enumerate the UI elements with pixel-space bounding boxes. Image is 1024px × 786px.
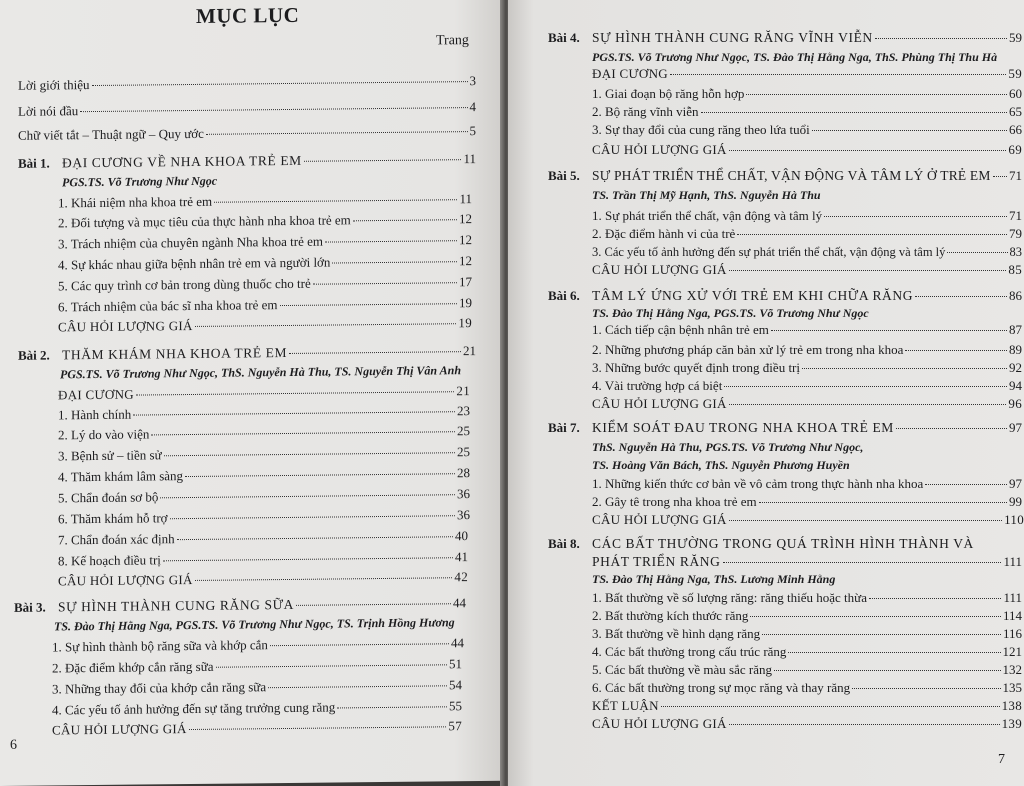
toc-entry[interactable] bbox=[58, 253, 472, 273]
toc-entry-label: CÂU HỎI LƯỢNG GIÁ bbox=[52, 721, 187, 738]
dot-leader bbox=[759, 502, 1007, 503]
toc-entry-page: 71 bbox=[1009, 208, 1022, 223]
toc-entry-page: 92 bbox=[1009, 360, 1022, 375]
toc-entry-page: 11 bbox=[459, 191, 472, 207]
toc-entry-label: 6. Trách nhiệm của bác sĩ nha khoa trẻ em bbox=[58, 297, 278, 315]
toc-entry[interactable] bbox=[58, 486, 470, 506]
dot-leader bbox=[133, 411, 455, 415]
dot-leader bbox=[802, 368, 1007, 369]
toc-entry[interactable] bbox=[592, 122, 1022, 138]
toc-entry-page: 36 bbox=[457, 507, 470, 523]
toc-entry-page: 21 bbox=[456, 383, 470, 399]
toc-entry[interactable] bbox=[58, 191, 472, 211]
lesson-authors: TS. Trần Thị Mỹ Hạnh, ThS. Nguyễn Hà Thu bbox=[592, 188, 821, 202]
toc-entry-page: 97 bbox=[1009, 476, 1022, 491]
toc-entry-label: CÂU HỎI LƯỢNG GIÁ bbox=[592, 396, 727, 411]
toc-entry-page: 3 bbox=[469, 73, 476, 89]
toc-entry-label: 5. Các quy trình cơ bản trong dùng thuốc cho trẻ bbox=[58, 275, 311, 294]
lesson-authors: TS. Đào Thị Hằng Nga, ThS. Lương Minh Hằng bbox=[592, 572, 836, 586]
toc-entry[interactable] bbox=[58, 274, 472, 294]
dot-leader bbox=[163, 557, 453, 561]
toc-entry-page: 116 bbox=[1002, 626, 1022, 641]
toc-entry-label: 1. Sự hình thành bộ răng sữa và khớp cắn bbox=[52, 637, 268, 655]
toc-entry-label: 2. Gây tê trong nha khoa trẻ em bbox=[592, 494, 757, 509]
toc-entry-page: 12 bbox=[459, 232, 472, 248]
toc-entry-page: 69 bbox=[1008, 142, 1022, 157]
toc-entry[interactable] bbox=[18, 99, 476, 120]
toc-entry-label: CÂU HỎI LƯỢNG GIÁ bbox=[592, 262, 727, 277]
dot-leader bbox=[729, 404, 1007, 405]
dot-leader bbox=[729, 150, 1007, 151]
toc-entry-label: 2. Đặc điểm hành vi của trẻ bbox=[592, 226, 736, 241]
toc-entry[interactable] bbox=[592, 644, 1022, 660]
dot-leader bbox=[214, 199, 457, 203]
toc-entry-label: KẾT LUẬN bbox=[592, 698, 659, 713]
toc-entry[interactable] bbox=[18, 123, 476, 144]
toc-entry-page: 85 bbox=[1008, 262, 1022, 277]
toc-entry[interactable] bbox=[592, 342, 1022, 358]
toc-entry[interactable] bbox=[592, 226, 1022, 242]
toc-entry-label: 5. Các bất thường về màu sắc răng bbox=[592, 662, 772, 677]
lesson-number: Bài 8. bbox=[548, 536, 580, 551]
dot-leader bbox=[80, 107, 467, 112]
dot-leader bbox=[723, 562, 1002, 563]
dot-leader bbox=[824, 216, 1007, 217]
toc-entry[interactable] bbox=[592, 698, 1022, 714]
toc-entry[interactable] bbox=[52, 718, 462, 738]
lesson-authors: TS. Đào Thị Hằng Nga, PGS.TS. Võ Trương Như Ngọc bbox=[592, 306, 869, 320]
toc-entry-label: CÂU HỎI LƯỢNG GIÁ bbox=[592, 512, 727, 527]
toc-entry[interactable] bbox=[52, 677, 462, 697]
lesson-authors: PGS.TS. Võ Trương Như Ngọc, TS. Đào Thị Hằng Nga, ThS. Phùng Thị Thu Hà bbox=[592, 50, 998, 64]
lesson-page: 71 bbox=[1009, 168, 1022, 183]
toc-entry-page: 19 bbox=[458, 315, 472, 331]
dot-leader bbox=[750, 616, 1001, 617]
lesson-heading[interactable] bbox=[548, 288, 1022, 304]
lesson-title: KIỂM SOÁT ĐAU TRONG NHA KHOA TRẺ EM bbox=[592, 420, 894, 435]
toc-entry-label: CÂU HỎI LƯỢNG GIÁ bbox=[58, 571, 193, 589]
dot-leader bbox=[270, 643, 449, 646]
dot-leader bbox=[280, 303, 458, 306]
toc-entry[interactable] bbox=[58, 315, 472, 335]
toc-entry[interactable] bbox=[592, 86, 1022, 102]
toc-entry-label: 2. Bộ răng vĩnh viễn bbox=[592, 104, 699, 119]
toc-entry-page: 87 bbox=[1009, 322, 1022, 337]
toc-entry[interactable] bbox=[592, 626, 1022, 642]
dot-leader bbox=[762, 634, 1001, 635]
toc-entry-page: 54 bbox=[449, 677, 462, 693]
dot-leader bbox=[875, 38, 1007, 39]
dot-leader bbox=[289, 351, 461, 354]
lesson-title: ĐẠI CƯƠNG VỀ NHA KHOA TRẺ EM bbox=[62, 152, 302, 171]
dot-leader bbox=[195, 577, 453, 581]
toc-entry-label: 1. Cách tiếp cận bệnh nhân trẻ em bbox=[592, 322, 769, 337]
toc-entry-page: 23 bbox=[457, 403, 470, 419]
toc-entry-page: 4 bbox=[469, 99, 476, 115]
toc-entry-label: 4. Sự khác nhau giữa bệnh nhân trẻ em và người lớn bbox=[58, 254, 331, 273]
toc-entry-page: 66 bbox=[1009, 122, 1022, 137]
toc-entry-page: 5 bbox=[469, 123, 476, 139]
toc-entry[interactable] bbox=[58, 507, 470, 527]
lesson-page: 97 bbox=[1009, 420, 1022, 435]
toc-entry-page: 25 bbox=[457, 444, 470, 460]
toc-entry-label: 8. Kế hoạch điều trị bbox=[58, 552, 161, 569]
lesson-heading[interactable] bbox=[14, 595, 466, 616]
lesson-number: Bài 6. bbox=[548, 288, 580, 303]
toc-entry[interactable] bbox=[592, 378, 1022, 394]
toc-entry-label: 4. Các bất thường trong cấu trúc răng bbox=[592, 644, 787, 659]
dot-leader bbox=[993, 176, 1007, 177]
lesson-heading[interactable] bbox=[548, 30, 1022, 46]
toc-entry[interactable] bbox=[58, 383, 470, 403]
toc-entry-label: Lời nói đầu bbox=[18, 103, 79, 119]
page-number: 6 bbox=[10, 737, 17, 753]
dot-leader bbox=[788, 652, 1000, 653]
lesson-page: 44 bbox=[453, 595, 466, 611]
lesson-title: CÁC BẤT THƯỜNG TRONG QUÁ TRÌNH HÌNH THÀNH VÀ bbox=[592, 536, 974, 551]
toc-entry[interactable] bbox=[592, 608, 1022, 624]
toc-entry[interactable] bbox=[592, 590, 1022, 606]
dot-leader bbox=[216, 664, 447, 667]
dot-leader bbox=[729, 270, 1007, 271]
toc-entry-label: 1. Bất thường về số lượng răng: răng thiếu hoặc thừa bbox=[592, 590, 867, 605]
lesson-heading[interactable] bbox=[18, 151, 476, 172]
toc-entry[interactable] bbox=[592, 208, 1022, 224]
lesson-title: SỰ PHÁT TRIỂN THỂ CHẤT, VẬN ĐỘNG VÀ TÂM LÝ Ở TRẺ EM bbox=[592, 168, 991, 183]
toc-entry[interactable] bbox=[592, 360, 1022, 376]
lesson-authors: PGS.TS. Võ Trương Như Ngọc bbox=[62, 173, 218, 190]
dot-leader bbox=[771, 330, 1007, 331]
toc-entry-label: 1. Sự phát triển thể chất, vận động và tâm lý bbox=[592, 208, 823, 223]
dot-leader bbox=[852, 688, 1000, 689]
toc-entry-label: 1. Những kiến thức cơ bản về vô cảm trong thực hành nha khoa bbox=[592, 476, 924, 491]
toc-entry[interactable] bbox=[58, 444, 470, 464]
lesson-heading[interactable] bbox=[18, 343, 476, 364]
toc-entry[interactable] bbox=[592, 396, 1022, 412]
dot-leader bbox=[151, 431, 455, 435]
toc-entry-page: 111 bbox=[1003, 590, 1022, 605]
toc-entry[interactable] bbox=[592, 142, 1022, 158]
dot-leader bbox=[701, 112, 1007, 113]
toc-entry[interactable] bbox=[52, 635, 464, 655]
toc-entry-label: 2. Những phương pháp căn bản xử lý trẻ em trong nha khoa bbox=[592, 342, 904, 357]
toc-entry-label: 7. Chẩn đoán xác định bbox=[58, 531, 175, 548]
dot-leader bbox=[136, 391, 454, 395]
page-column-header: Trang bbox=[436, 33, 469, 49]
toc-entry-page: 28 bbox=[457, 465, 470, 481]
toc-entry-label: CÂU HỎI LƯỢNG GIÁ bbox=[592, 716, 727, 731]
dot-leader bbox=[905, 350, 1007, 351]
lesson-heading[interactable] bbox=[548, 536, 1022, 552]
lesson-title: THĂM KHÁM NHA KHOA TRẺ EM bbox=[62, 344, 288, 363]
toc-entry[interactable] bbox=[58, 549, 468, 569]
dot-leader bbox=[164, 452, 455, 456]
toc-entry-label: 2. Bất thường kích thước răng bbox=[592, 608, 749, 623]
dot-leader bbox=[737, 234, 1007, 235]
dot-leader bbox=[729, 724, 1000, 725]
toc-entry-page: 25 bbox=[457, 423, 470, 439]
toc-entry[interactable] bbox=[18, 73, 476, 94]
lesson-title: SỰ HÌNH THÀNH CUNG RĂNG VĨNH VIỄN bbox=[592, 30, 873, 45]
toc-entry-label: 3. Những bước quyết định trong điều trị bbox=[592, 360, 800, 375]
toc-entry[interactable] bbox=[592, 104, 1022, 120]
toc-entry-page: 138 bbox=[1001, 698, 1022, 713]
toc-entry[interactable] bbox=[58, 403, 470, 423]
toc-entry-label: CÂU HỎI LƯỢNG GIÁ bbox=[58, 317, 193, 335]
toc-entry[interactable] bbox=[592, 662, 1022, 678]
lesson-number: Bài 3. bbox=[14, 599, 46, 615]
dot-leader bbox=[325, 240, 457, 242]
toc-entry-page: 17 bbox=[459, 274, 472, 290]
toc-entry[interactable] bbox=[58, 423, 470, 443]
toc-entry-label: 3. Những thay đổi của khớp cắn răng sữa bbox=[52, 679, 267, 697]
toc-entry[interactable] bbox=[592, 716, 1022, 732]
toc-entry-label: ĐẠI CƯƠNG bbox=[592, 66, 668, 81]
dot-leader bbox=[268, 685, 447, 688]
toc-entry-page: 65 bbox=[1009, 104, 1022, 119]
dot-leader bbox=[729, 520, 1002, 521]
toc-entry[interactable] bbox=[592, 476, 1022, 492]
toc-entry-page: 42 bbox=[454, 569, 468, 585]
toc-entry[interactable] bbox=[58, 465, 470, 485]
dot-leader bbox=[92, 81, 468, 86]
toc-entry[interactable] bbox=[592, 680, 1022, 696]
toc-entry[interactable] bbox=[58, 232, 472, 252]
toc-entry[interactable] bbox=[58, 295, 472, 315]
dot-leader bbox=[185, 473, 455, 477]
dot-leader bbox=[915, 296, 1007, 297]
toc-entry[interactable] bbox=[58, 211, 472, 231]
toc-entry-page: 110 bbox=[1004, 512, 1024, 527]
lesson-title-line2: PHÁT TRIỂN RĂNG bbox=[592, 554, 721, 569]
toc-entry-label: 3. Trách nhiệm của chuyên ngành Nha khoa trẻ em bbox=[58, 233, 323, 252]
dot-leader bbox=[206, 131, 468, 135]
toc-entry-page: 121 bbox=[1002, 644, 1022, 659]
lesson-number: Bài 1. bbox=[18, 155, 50, 171]
toc-entry[interactable] bbox=[592, 66, 1022, 82]
toc-entry-page: 44 bbox=[451, 635, 464, 651]
page-number: 7 bbox=[998, 752, 1005, 767]
lesson-heading[interactable] bbox=[548, 168, 1022, 184]
toc-entry-page: 96 bbox=[1008, 396, 1022, 411]
dot-leader bbox=[332, 261, 457, 263]
toc-entry-page: 135 bbox=[1002, 680, 1022, 695]
toc-entry-page: 94 bbox=[1009, 378, 1022, 393]
lesson-authors: PGS.TS. Võ Trương Như Ngọc, ThS. Nguyễn Hà Thu, TS. Nguyễn Thị Vân Anh bbox=[60, 363, 462, 382]
toc-entry-page: 114 bbox=[1002, 608, 1022, 623]
toc-entry-page: 89 bbox=[1009, 342, 1022, 357]
dot-leader bbox=[774, 670, 1001, 671]
dot-leader bbox=[869, 598, 1001, 599]
toc-entry-page: 139 bbox=[1001, 716, 1022, 731]
dot-leader bbox=[812, 130, 1007, 131]
left-page bbox=[0, 0, 505, 786]
right-page bbox=[508, 0, 1024, 786]
toc-entry-label: 3. Các yếu tố ảnh hưởng đến sự phát triển thể chất, vận động và tâm lý bbox=[592, 245, 946, 259]
toc-entry-label: CÂU HỎI LƯỢNG GIÁ bbox=[592, 142, 727, 157]
toc-entry[interactable] bbox=[592, 322, 1022, 338]
toc-entry-label: ĐẠI CƯƠNG bbox=[58, 386, 134, 403]
dot-leader bbox=[337, 706, 447, 708]
toc-entry-page: 36 bbox=[457, 486, 470, 502]
toc-entry[interactable] bbox=[592, 494, 1022, 510]
lesson-page: 59 bbox=[1009, 30, 1022, 45]
toc-entry-label: 3. Sự thay đổi của cung răng theo lứa tuổi bbox=[592, 122, 810, 137]
toc-entry-page: 41 bbox=[455, 549, 468, 565]
dot-leader bbox=[353, 219, 457, 221]
lesson-page: 21 bbox=[463, 343, 476, 359]
toc-entry-page: 57 bbox=[448, 718, 462, 734]
toc-entry-page: 83 bbox=[1009, 245, 1022, 259]
toc-entry-page: 12 bbox=[459, 211, 472, 227]
lesson-number: Bài 4. bbox=[548, 30, 580, 45]
toc-entry[interactable] bbox=[52, 698, 462, 718]
toc-entry-page: 60 bbox=[1009, 86, 1022, 101]
dot-leader bbox=[160, 494, 455, 498]
toc-entry-page: 99 bbox=[1009, 494, 1022, 509]
toc-entry[interactable] bbox=[592, 262, 1022, 278]
toc-entry-page: 59 bbox=[1008, 66, 1022, 81]
toc-entry-label: 6. Các bất thường trong sự mọc răng và thay răng bbox=[592, 680, 851, 695]
toc-entry-page: 40 bbox=[455, 528, 468, 544]
toc-entry-page: 79 bbox=[1009, 226, 1022, 241]
toc-entry-label: 2. Đối tượng và mục tiêu của thực hành nha khoa trẻ em bbox=[58, 212, 351, 231]
toc-entry-label: 1. Hành chính bbox=[58, 406, 132, 423]
lesson-number: Bài 7. bbox=[548, 420, 580, 435]
dot-leader bbox=[170, 515, 455, 519]
lesson-page: 111 bbox=[1003, 554, 1022, 569]
dot-leader bbox=[925, 484, 1007, 485]
toc-entry-label: 6. Thăm khám hỗ trợ bbox=[58, 510, 168, 527]
toc-entry-page: 132 bbox=[1002, 662, 1022, 677]
toc-entry-page: 19 bbox=[459, 295, 472, 311]
toc-entry-label: 1. Khái niệm nha khoa trẻ em bbox=[58, 193, 213, 211]
dot-leader bbox=[195, 323, 457, 327]
lesson-authors: ThS. Nguyễn Hà Thu, PGS.TS. Võ Trương Như Ngọc, bbox=[592, 440, 864, 454]
toc-entry-label: 4. Vài trường hợp cá biệt bbox=[592, 378, 723, 393]
lesson-page: 86 bbox=[1009, 288, 1022, 303]
toc-entry-label: Chữ viết tắt – Thuật ngữ – Quy ước bbox=[18, 125, 204, 143]
toc-entry-label: 3. Bất thường về hình dạng răng bbox=[592, 626, 761, 641]
lesson-heading[interactable] bbox=[548, 420, 1022, 436]
toc-entry-label: Lời giới thiệu bbox=[18, 77, 90, 93]
toc-entry[interactable] bbox=[592, 244, 1022, 260]
toc-entry-label: 2. Lý do vào viện bbox=[58, 426, 150, 443]
toc-entry[interactable] bbox=[592, 512, 1024, 528]
toc-entry-label: 3. Bệnh sử – tiền sử bbox=[58, 447, 162, 464]
lesson-authors: TS. Đào Thị Hằng Nga, PGS.TS. Võ Trương Như Ngọc, TS. Trịnh Hồng Hương bbox=[54, 615, 455, 634]
dot-leader bbox=[947, 252, 1007, 253]
toc-entry-label: 5. Chẩn đoán sơ bộ bbox=[58, 489, 159, 506]
page-title: MỤC LỤC bbox=[196, 2, 300, 28]
lesson-heading-line2[interactable] bbox=[592, 554, 1022, 570]
toc-entry-page: 51 bbox=[449, 656, 462, 672]
dot-leader bbox=[661, 706, 1000, 707]
dot-leader bbox=[313, 282, 457, 285]
lesson-title: SỰ HÌNH THÀNH CUNG RĂNG SỮA bbox=[58, 596, 295, 615]
toc-entry-label: 4. Các yếu tố ảnh hưởng đến sự tăng trưởng cung răng bbox=[52, 699, 336, 718]
toc-entry-page: 12 bbox=[459, 253, 472, 269]
toc-entry-page: 55 bbox=[449, 698, 462, 714]
dot-leader bbox=[304, 159, 462, 162]
dot-leader bbox=[896, 428, 1007, 429]
toc-entry-label: 4. Thăm khám lâm sàng bbox=[58, 468, 184, 485]
toc-entry[interactable] bbox=[52, 656, 462, 676]
dot-leader bbox=[177, 536, 453, 540]
toc-entry[interactable] bbox=[58, 528, 468, 548]
dot-leader bbox=[746, 94, 1007, 95]
dot-leader bbox=[670, 74, 1006, 75]
dot-leader bbox=[189, 726, 447, 730]
dot-leader bbox=[724, 386, 1007, 387]
lesson-page: 11 bbox=[463, 151, 476, 167]
toc-entry-label: 1. Giai đoạn bộ răng hỗn hợp bbox=[592, 86, 745, 101]
lesson-authors-line2: TS. Hoàng Văn Bách, ThS. Nguyễn Phương Huyền bbox=[592, 458, 850, 472]
dot-leader bbox=[296, 603, 451, 606]
lesson-number: Bài 5. bbox=[548, 168, 580, 183]
lesson-title: TÂM LÝ ỨNG XỬ VỚI TRẺ EM KHI CHỮA RĂNG bbox=[592, 288, 914, 303]
lesson-number: Bài 2. bbox=[18, 347, 50, 363]
toc-entry-label: 2. Đặc điểm khớp cắn răng sữa bbox=[52, 658, 214, 676]
toc-entry[interactable] bbox=[58, 569, 468, 589]
